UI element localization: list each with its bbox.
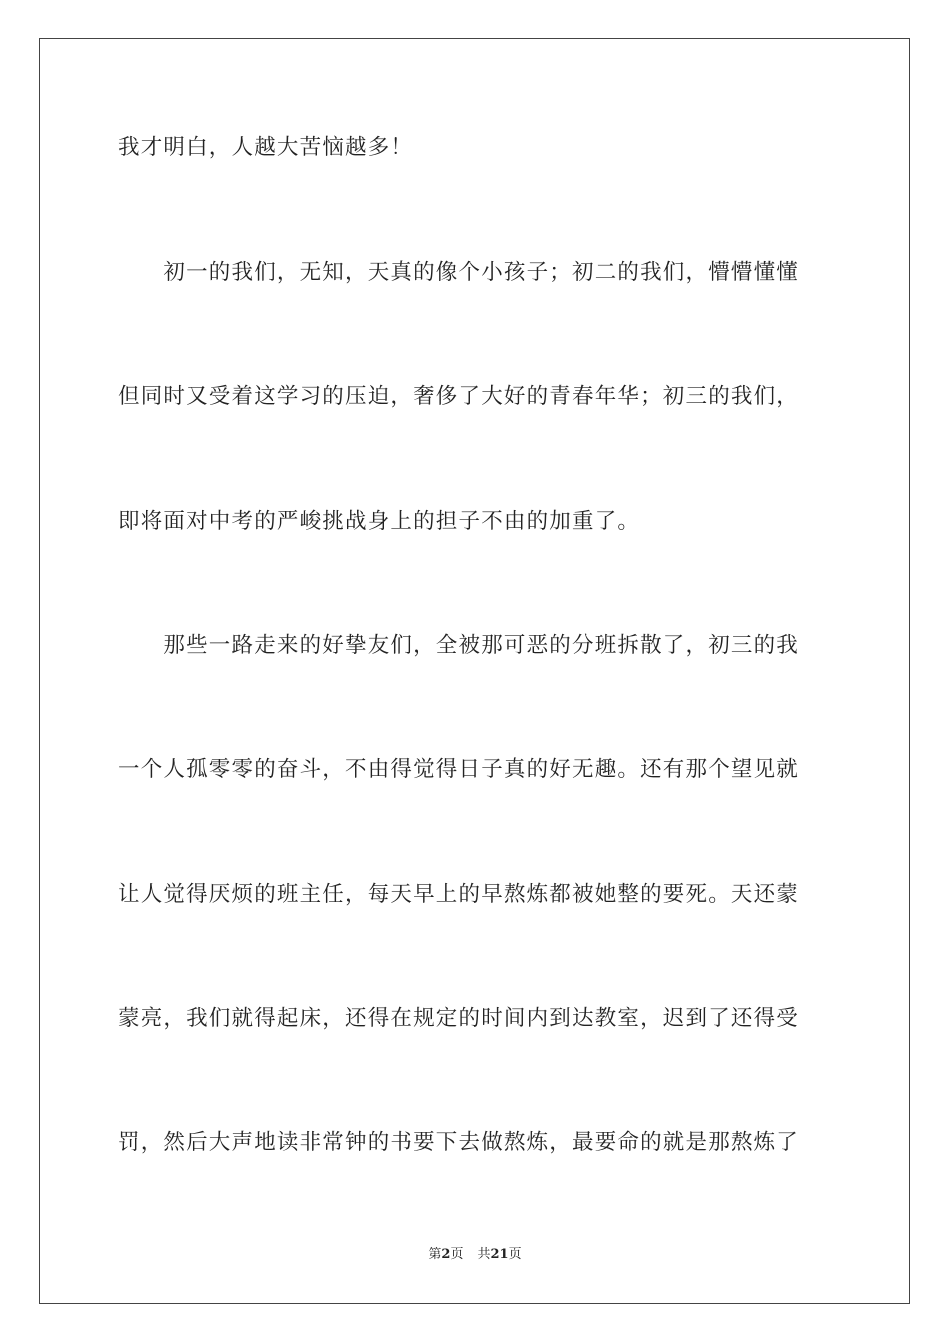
text-line-3: 但同时又受着这学习的压迫，奢侈了大好的青春年华；初三的我们，: [118, 384, 800, 409]
page-number: 2: [441, 1247, 451, 1262]
text-line-8: 蒙亮，我们就得起床，还得在规定的时间内到达教室，迟到了还得受: [118, 1006, 800, 1031]
page-suffix: 页: [450, 1247, 464, 1262]
total-suffix: 页: [508, 1247, 522, 1262]
page-border: [39, 38, 910, 1304]
text-line-4: 即将面对中考的严峻挑战身上的担子不由的加重了。: [118, 509, 641, 534]
text-line-5: 那些一路走来的好挚友们，全被那可恶的分班拆散了，初三的我: [118, 633, 800, 658]
total-prefix: 共: [477, 1247, 491, 1262]
page-prefix: 第: [428, 1247, 442, 1262]
total-pages: 21: [490, 1247, 509, 1262]
text-line-7: 让人觉得厌烦的班主任，每天早上的早熬炼都被她整的要死。天还蒙: [118, 882, 800, 907]
text-line-6: 一个人孤零零的奋斗，不由得觉得日子真的好无趣。还有那个望见就: [118, 757, 800, 782]
page-footer: [0, 1246, 950, 1264]
text-line-9: 罚，然后大声地读非常钟的书要下去做熬炼，最要命的就是那熬炼了: [118, 1130, 800, 1155]
text-line-1: 我才明白，人越大苦恼越多！: [118, 135, 414, 160]
text-line-2: 初一的我们，无知，天真的像个小孩子；初二的我们，懵懵懂懂: [118, 260, 800, 285]
